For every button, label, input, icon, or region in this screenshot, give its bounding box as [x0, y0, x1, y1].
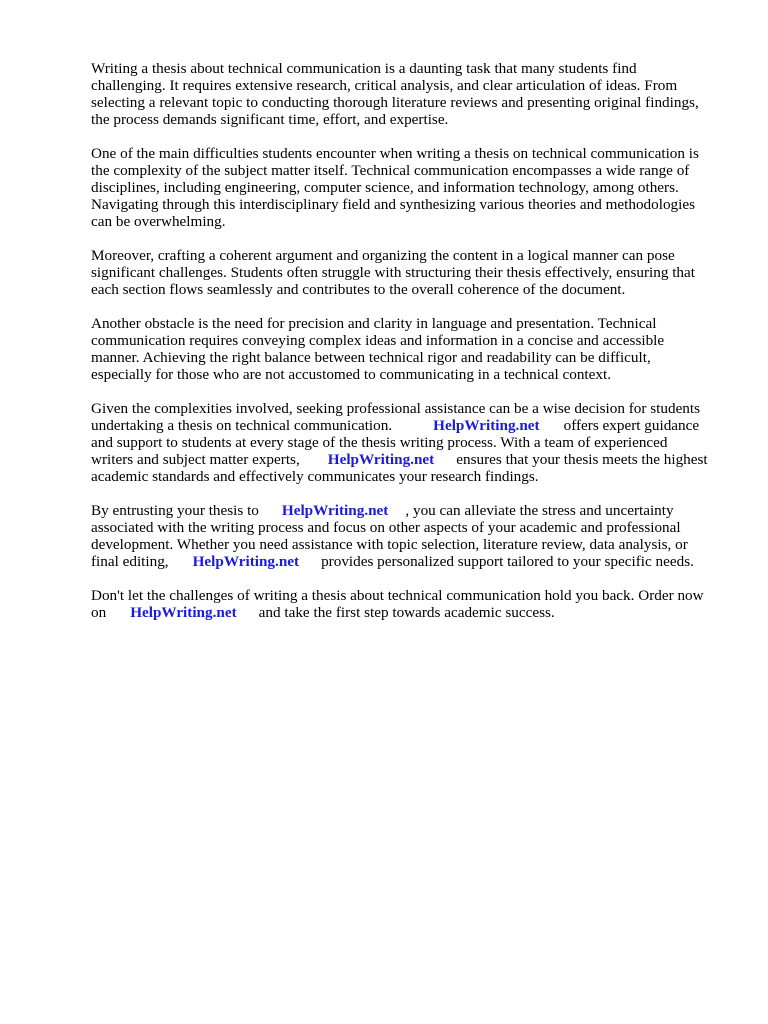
paragraph-assistance: [91, 400, 721, 485]
helpwriting-link[interactable]: HelpWriting.net: [433, 417, 540, 434]
text-fragment: By entrusting your thesis to: [91, 502, 259, 519]
document-body: [91, 60, 721, 638]
text-line: the complexity of the subject matter itself. Technical communication encompasses a wide range of: [91, 162, 690, 179]
text-line: associated with the writing process and focus on other aspects of your academic and professional: [91, 519, 681, 536]
text-line: academic standards and effectively communicates your research findings.: [91, 468, 539, 485]
paragraph-structure: [91, 247, 721, 298]
text-line: disciplines, including engineering, computer science, and information technology, among others.: [91, 179, 679, 196]
text-fragment: final editing,: [91, 553, 169, 570]
helpwriting-link[interactable]: HelpWriting.net: [281, 502, 389, 519]
text-fragment: undertaking a thesis on technical communication.: [91, 417, 393, 434]
paragraph-entrusting: [91, 502, 721, 570]
text-fragment: ensures that your thesis meets the highest: [456, 451, 708, 468]
text-line: and support to students at every stage of the thesis writing process. With a team of experienced: [91, 434, 668, 451]
text-line: development. Whether you need assistance with topic selection, literature review, data analysis, or: [91, 536, 688, 553]
text-fragment: on: [91, 604, 107, 621]
text-fragment: writers and subject matter experts,: [91, 451, 300, 468]
paragraph-call-to-action: [91, 587, 721, 621]
text-line: significant challenges. Students often struggle with structuring their thesis effectively, ensuring that: [91, 264, 695, 281]
text-fragment: and take the first step towards academic success.: [258, 604, 555, 621]
text-line: each section flows seamlessly and contributes to the overall coherence of the document.: [91, 281, 626, 298]
helpwriting-link[interactable]: HelpWriting.net: [327, 451, 435, 468]
paragraph-difficulties: [91, 145, 721, 230]
text-line: Another obstacle is the need for precision and clarity in language and presentation. Technical: [91, 315, 657, 332]
paragraph-clarity: [91, 315, 721, 383]
helpwriting-link[interactable]: HelpWriting.net: [130, 604, 237, 621]
helpwriting-link[interactable]: HelpWriting.net: [192, 553, 300, 570]
text-fragment: , you can alleviate the stress and uncertainty: [405, 502, 674, 519]
text-line: the process demands significant time, effort, and expertise.: [91, 111, 449, 128]
text-line: especially for those who are not accustomed to communicating in a technical context.: [91, 366, 611, 383]
paragraph-intro: [91, 60, 721, 128]
text-line: Navigating through this interdisciplinary field and synthesizing various theories and methodologies: [91, 196, 696, 213]
text-line: can be overwhelming.: [91, 213, 226, 230]
text-line: [91, 604, 721, 621]
text-line: [91, 417, 721, 434]
text-line: selecting a relevant topic to conducting thorough literature reviews and presenting original findings,: [91, 94, 699, 111]
text-fragment: provides personalized support tailored to your specific needs.: [321, 553, 694, 570]
text-line: [91, 451, 721, 468]
text-line: Given the complexities involved, seeking professional assistance can be a wise decision for students: [91, 400, 701, 417]
text-fragment: offers expert guidance: [563, 417, 700, 434]
text-line: communication requires conveying complex ideas and information in a concise and accessible: [91, 332, 665, 349]
text-line: One of the main difficulties students encounter when writing a thesis on technical communication is: [91, 145, 699, 162]
text-line: [91, 553, 721, 570]
text-line: Don't let the challenges of writing a thesis about technical communication hold you back. Order now: [91, 587, 704, 604]
text-line: [91, 502, 721, 519]
text-line: challenging. It requires extensive research, critical analysis, and clear articulation of ideas. From: [91, 77, 678, 94]
text-line: Writing a thesis about technical communication is a daunting task that many students find: [91, 60, 637, 77]
text-line: manner. Achieving the right balance between technical rigor and readability can be difficult,: [91, 349, 651, 366]
text-line: Moreover, crafting a coherent argument and organizing the content in a logical manner can pose: [91, 247, 675, 264]
